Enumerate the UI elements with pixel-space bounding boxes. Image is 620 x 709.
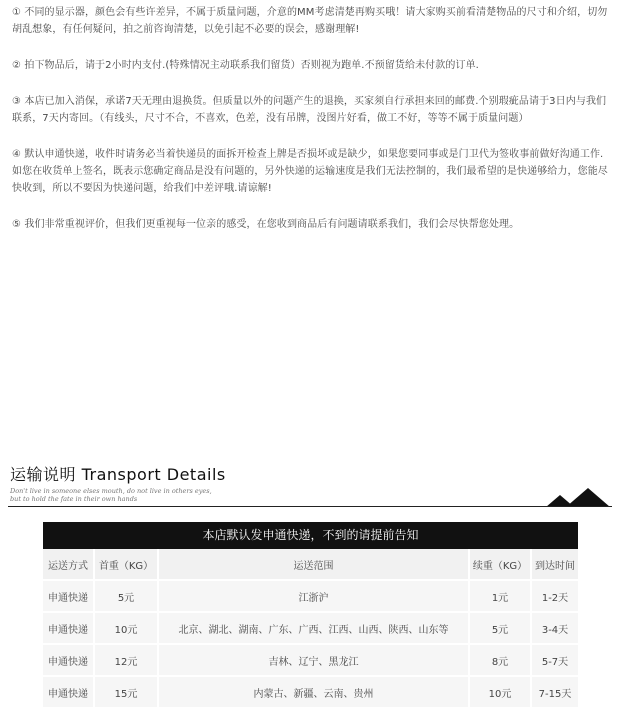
note-4: ④ 默认申通快递，收件时请务必当着快递员的面拆开检查上牌是否损坏或是缺少，如果您要同事或是门卫代为签收事前做好沟通工作.如您在收货单上签名，既表示您确定商品是没有问题的，另外快递的运输速度是我们无法控制的，我们最希望的是快递够给力，您能尽快收到，所以不要因为快递问题，给我们中差评哦.请谅解! [12, 149, 608, 194]
section-divider [8, 506, 612, 507]
cell-first-weight: 15元 [95, 677, 157, 709]
cell-extra-weight: 1元 [470, 581, 530, 613]
cell-extra-weight: 10元 [470, 677, 530, 709]
table-header-banner: 本店默认发申通快递，不到的请提前告知 [43, 522, 578, 549]
section-subtitle: Don't live in someone elses mouth, do not live in others eyes, but to hold the fate in their own hands [10, 487, 212, 503]
note-2: ② 拍下物品后，请于2小时内支付.(特殊情况主动联系我们留货）否则视为跑单.不预留货给未付款的订单. [12, 60, 479, 71]
table-header-row [43, 549, 578, 581]
col-delivery-time: 到达时间 [532, 549, 578, 581]
cell-first-weight: 5元 [95, 581, 157, 613]
cell-delivery-time: 1-2天 [532, 581, 578, 613]
cell-delivery-time: 3-4天 [532, 613, 578, 645]
cell-range: 吉林、辽宁、黑龙江 [159, 645, 468, 677]
mountain-decoration-icon [546, 488, 612, 508]
notes-section [12, 4, 612, 252]
col-method: 运送方式 [43, 549, 93, 581]
col-first-weight: 首重（KG） [95, 549, 157, 581]
shipping-table [43, 522, 578, 709]
cell-range: 江浙沪 [159, 581, 468, 613]
note-1: ① 不同的显示器，颜色会有些许差异，不属于质量问题，介意的MM考虑清楚再购买哦！请大家购买前看清楚物品的尺寸和介绍，切勿胡乱想象，有任何疑问，拍之前咨询清楚，以免引起不必要的误会，感谢理解! [12, 7, 608, 35]
note-3: ③ 本店已加入消保，承诺7天无理由退换货。但质量以外的问题产生的退换，买家须自行承担来回的邮费.个别瑕疵品请于3日内与我们联系，7天内寄回。（有线头，尺寸不合，不喜欢，色差，没有吊牌，没图片好看，做工不好，等等不属于质量问题） [12, 96, 607, 124]
cell-range: 北京、湖北、湖南、广东、广西、江西、山西、陕西、山东等 [159, 613, 468, 645]
cell-delivery-time: 5-7天 [532, 645, 578, 677]
cell-extra-weight: 8元 [470, 645, 530, 677]
table-row [43, 581, 578, 613]
section-title: 运输说明 Transport Details [10, 465, 226, 484]
cell-range: 内蒙古、新疆、云南、贵州 [159, 677, 468, 709]
cell-first-weight: 10元 [95, 613, 157, 645]
col-range: 运送范围 [159, 549, 468, 581]
cell-method: 申通快递 [43, 581, 93, 613]
cell-method: 申通快递 [43, 677, 93, 709]
cell-extra-weight: 5元 [470, 613, 530, 645]
table-row [43, 613, 578, 645]
cell-method: 申通快递 [43, 645, 93, 677]
table-row [43, 645, 578, 677]
col-extra-weight: 续重（KG） [470, 549, 530, 581]
cell-method: 申通快递 [43, 613, 93, 645]
cell-first-weight: 12元 [95, 645, 157, 677]
cell-delivery-time: 7-15天 [532, 677, 578, 709]
note-5: ⑤ 我们非常重视评价，但我们更重视每一位亲的感受，在您收到商品后有问题请联系我们，我们会尽快帮您处理。 [12, 219, 520, 230]
table-row [43, 677, 578, 709]
transport-heading [10, 462, 610, 503]
